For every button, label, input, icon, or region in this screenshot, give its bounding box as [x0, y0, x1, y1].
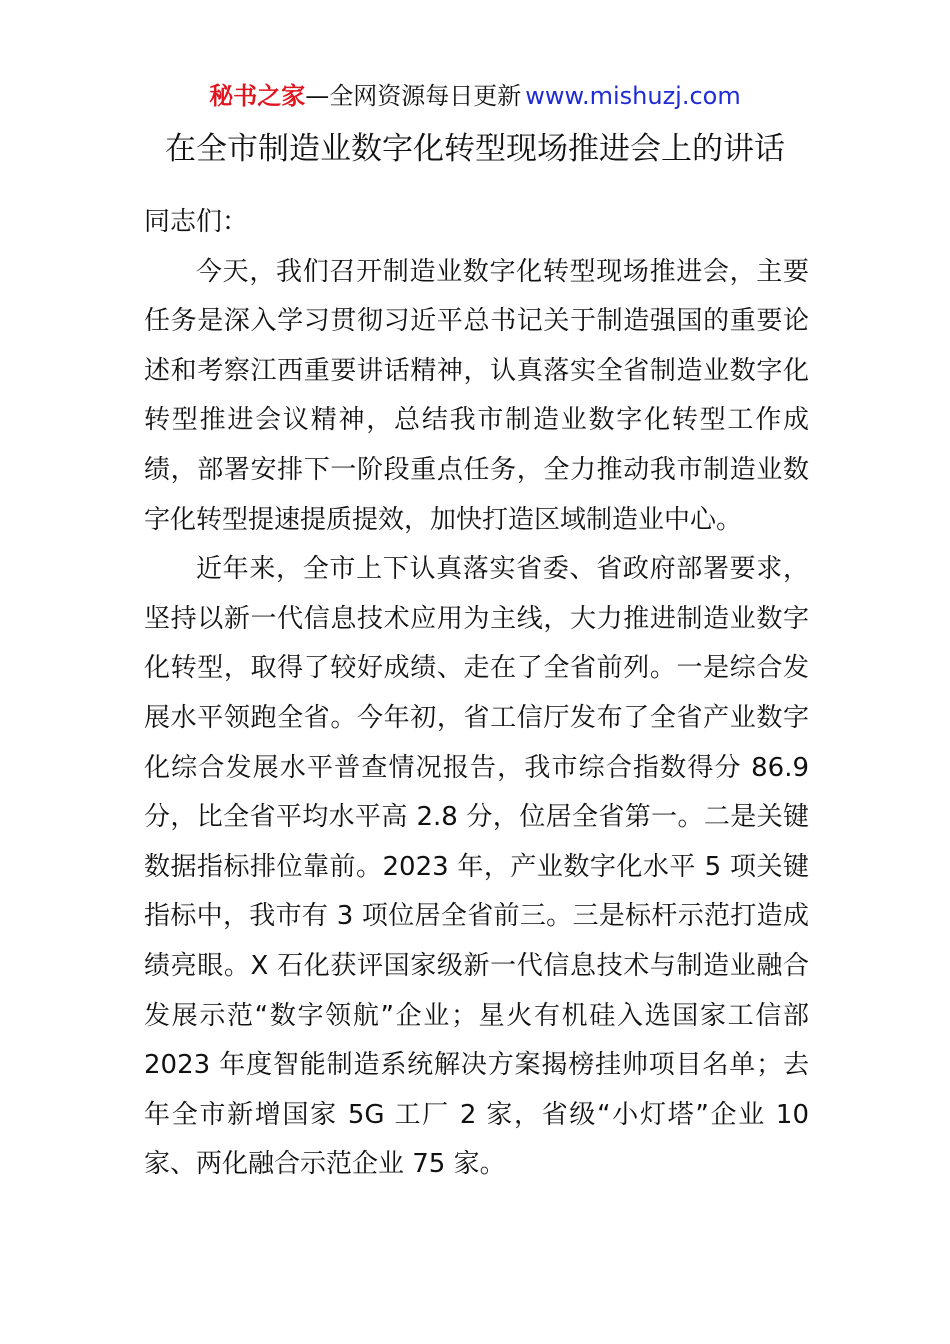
document-body: [144, 198, 809, 1190]
site-url-link[interactable]: www.mishuzj.com: [525, 82, 741, 110]
document-title: 在全市制造业数字化转型现场推进会上的讲话: [165, 131, 785, 167]
brand-name: 秘书之家: [209, 82, 306, 110]
paragraph-achievements: 近年来，全市上下认真落实省委、省政府部署要求，坚持以新一代信息技术应用为主线，大力推进制造业数字化转型，取得了较好成绩、走在了全省前列。一是综合发展水平领跑全省。今年初，省工信厅发布了全省产业数字化综合发展水平普查情况报告，我市综合指数得分 86.9 分，比全省平均水平高 2.8 分，位居全省第一。二是关键数据指标排位靠前。2023 年，产业数字化水平 5 项关键指标中，我市有 3 项位居全省前三。三是标杆示范打造成绩亮眼。X 石化获评国家级新一代信息技术与制造业融合发展示范“数字领航”企业；星火有机硅入选国家工信部 2023 年度智能制造系统解决方案揭榜挂帅项目名单；去年全市新增国家 5G 工厂 2 家，省级“小灯塔”企业 10 家、两化融合示范企业 75 家。: [144, 554, 809, 1180]
header-tagline: —全网资源每日更新: [305, 82, 522, 110]
site-header: [0, 80, 950, 112]
paragraph-intro: 今天，我们召开制造业数字化转型现场推进会，主要任务是深入学习贯彻习近平总书记关于制造强国的重要论述和考察江西重要讲话精神，认真落实全省制造业数字化转型推进会议精神，总结我市制造业数字化转型工作成绩，部署安排下一阶段重点任务，全力推动我市制造业数字化转型提速提质提效，加快打造区域制造业中心。: [144, 256, 809, 535]
salutation: 同志们：: [144, 207, 249, 237]
